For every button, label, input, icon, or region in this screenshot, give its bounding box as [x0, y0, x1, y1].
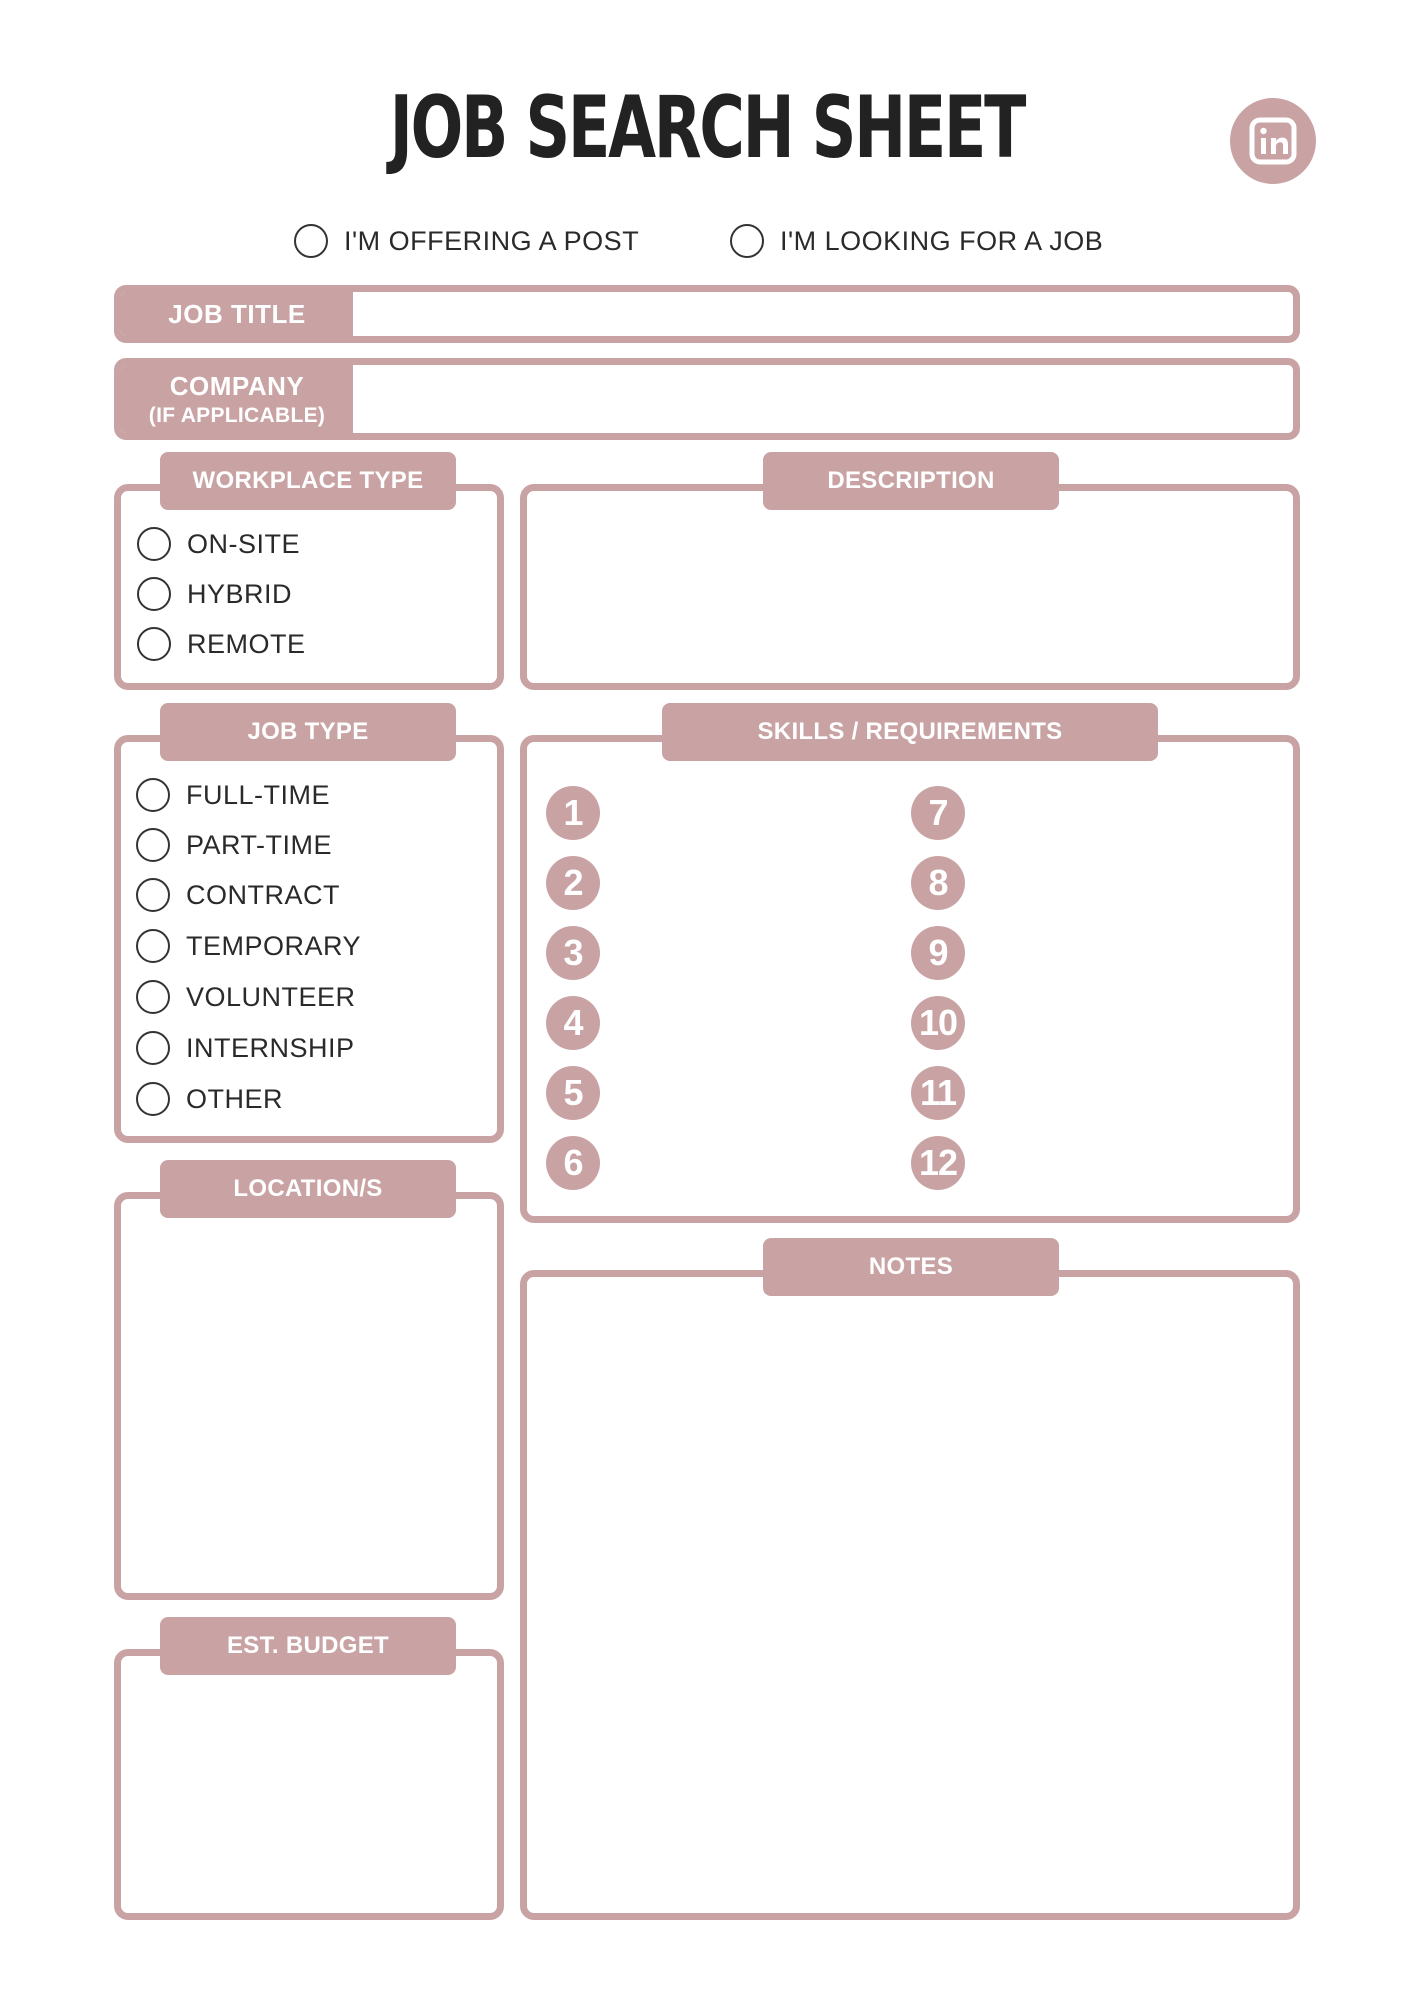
intent-option-label: I'M LOOKING FOR A JOB — [780, 225, 1104, 256]
job-type-option[interactable] — [136, 929, 361, 963]
job-type-option[interactable] — [136, 1082, 283, 1116]
workplace-option[interactable] — [137, 627, 306, 661]
job-type-option-label: PART-TIME — [186, 829, 333, 860]
skill-number: 9 — [911, 926, 965, 980]
job-type-option-label: FULL-TIME — [186, 779, 331, 810]
radio-circle[interactable] — [137, 627, 171, 661]
job-type-option-label: VOLUNTEER — [186, 981, 356, 1012]
skills-header: SKILLS / REQUIREMENTS — [662, 703, 1158, 761]
job-title-field[interactable] — [114, 285, 1300, 343]
radio-circle[interactable] — [136, 1031, 170, 1065]
radio-circle[interactable] — [136, 878, 170, 912]
job-type-header: JOB TYPE — [160, 703, 456, 761]
workplace-option[interactable] — [137, 577, 292, 611]
intent-option-looking[interactable] — [730, 224, 1103, 258]
budget-header: EST. BUDGET — [160, 1617, 456, 1675]
radio-circle[interactable] — [730, 224, 764, 258]
description-header: DESCRIPTION — [763, 452, 1059, 510]
company-label — [121, 365, 353, 433]
skill-number: 3 — [546, 926, 600, 980]
skill-number: 2 — [546, 856, 600, 910]
skill-number: 5 — [546, 1066, 600, 1120]
job-type-option[interactable] — [136, 980, 356, 1014]
locations-header: LOCATION/S — [160, 1160, 456, 1218]
workplace-type-header: WORKPLACE TYPE — [160, 452, 456, 510]
notes-box[interactable] — [520, 1270, 1300, 1920]
skill-number: 1 — [546, 786, 600, 840]
notes-header: NOTES — [763, 1238, 1059, 1296]
radio-circle[interactable] — [136, 828, 170, 862]
job-type-option-label: CONTRACT — [186, 879, 340, 910]
page-title: JOB SEARCH SHEET — [389, 78, 1025, 178]
linkedin-icon[interactable] — [1230, 98, 1316, 184]
intent-option-offering[interactable] — [294, 224, 639, 258]
skills-box[interactable] — [520, 735, 1300, 1223]
skill-number: 12 — [911, 1136, 965, 1190]
radio-circle[interactable] — [136, 778, 170, 812]
job-title-label — [121, 292, 353, 336]
skill-number: 10 — [911, 996, 965, 1050]
intent-option-label: I'M OFFERING A POST — [344, 225, 640, 256]
job-type-option[interactable] — [136, 878, 340, 912]
radio-circle[interactable] — [136, 1082, 170, 1116]
budget-box[interactable] — [114, 1649, 504, 1920]
skill-number: 6 — [546, 1136, 600, 1190]
radio-circle[interactable] — [137, 527, 171, 561]
company-field[interactable] — [114, 358, 1300, 440]
job-type-option-label: OTHER — [186, 1083, 283, 1114]
skill-number: 4 — [546, 996, 600, 1050]
workplace-option-label: REMOTE — [187, 628, 306, 659]
job-title-label-text: JOB TITLE — [168, 298, 306, 329]
radio-circle[interactable] — [136, 980, 170, 1014]
workplace-option-label: ON-SITE — [187, 528, 301, 559]
skill-number: 7 — [911, 786, 965, 840]
locations-box[interactable] — [114, 1192, 504, 1600]
company-label-text: COMPANY — [169, 370, 305, 401]
company-sublabel: (IF APPLICABLE) — [148, 403, 326, 427]
job-type-option[interactable] — [136, 778, 330, 812]
job-type-option[interactable] — [136, 1031, 355, 1065]
radio-circle[interactable] — [137, 577, 171, 611]
description-box[interactable] — [520, 484, 1300, 690]
job-type-option[interactable] — [136, 828, 332, 862]
skill-number: 8 — [911, 856, 965, 910]
workplace-option-label: HYBRID — [187, 578, 293, 609]
job-type-option-label: TEMPORARY — [186, 930, 362, 961]
skill-number: 11 — [911, 1066, 965, 1120]
workplace-option[interactable] — [137, 527, 300, 561]
radio-circle[interactable] — [136, 929, 170, 963]
job-type-option-label: INTERNSHIP — [186, 1032, 355, 1063]
radio-circle[interactable] — [294, 224, 328, 258]
